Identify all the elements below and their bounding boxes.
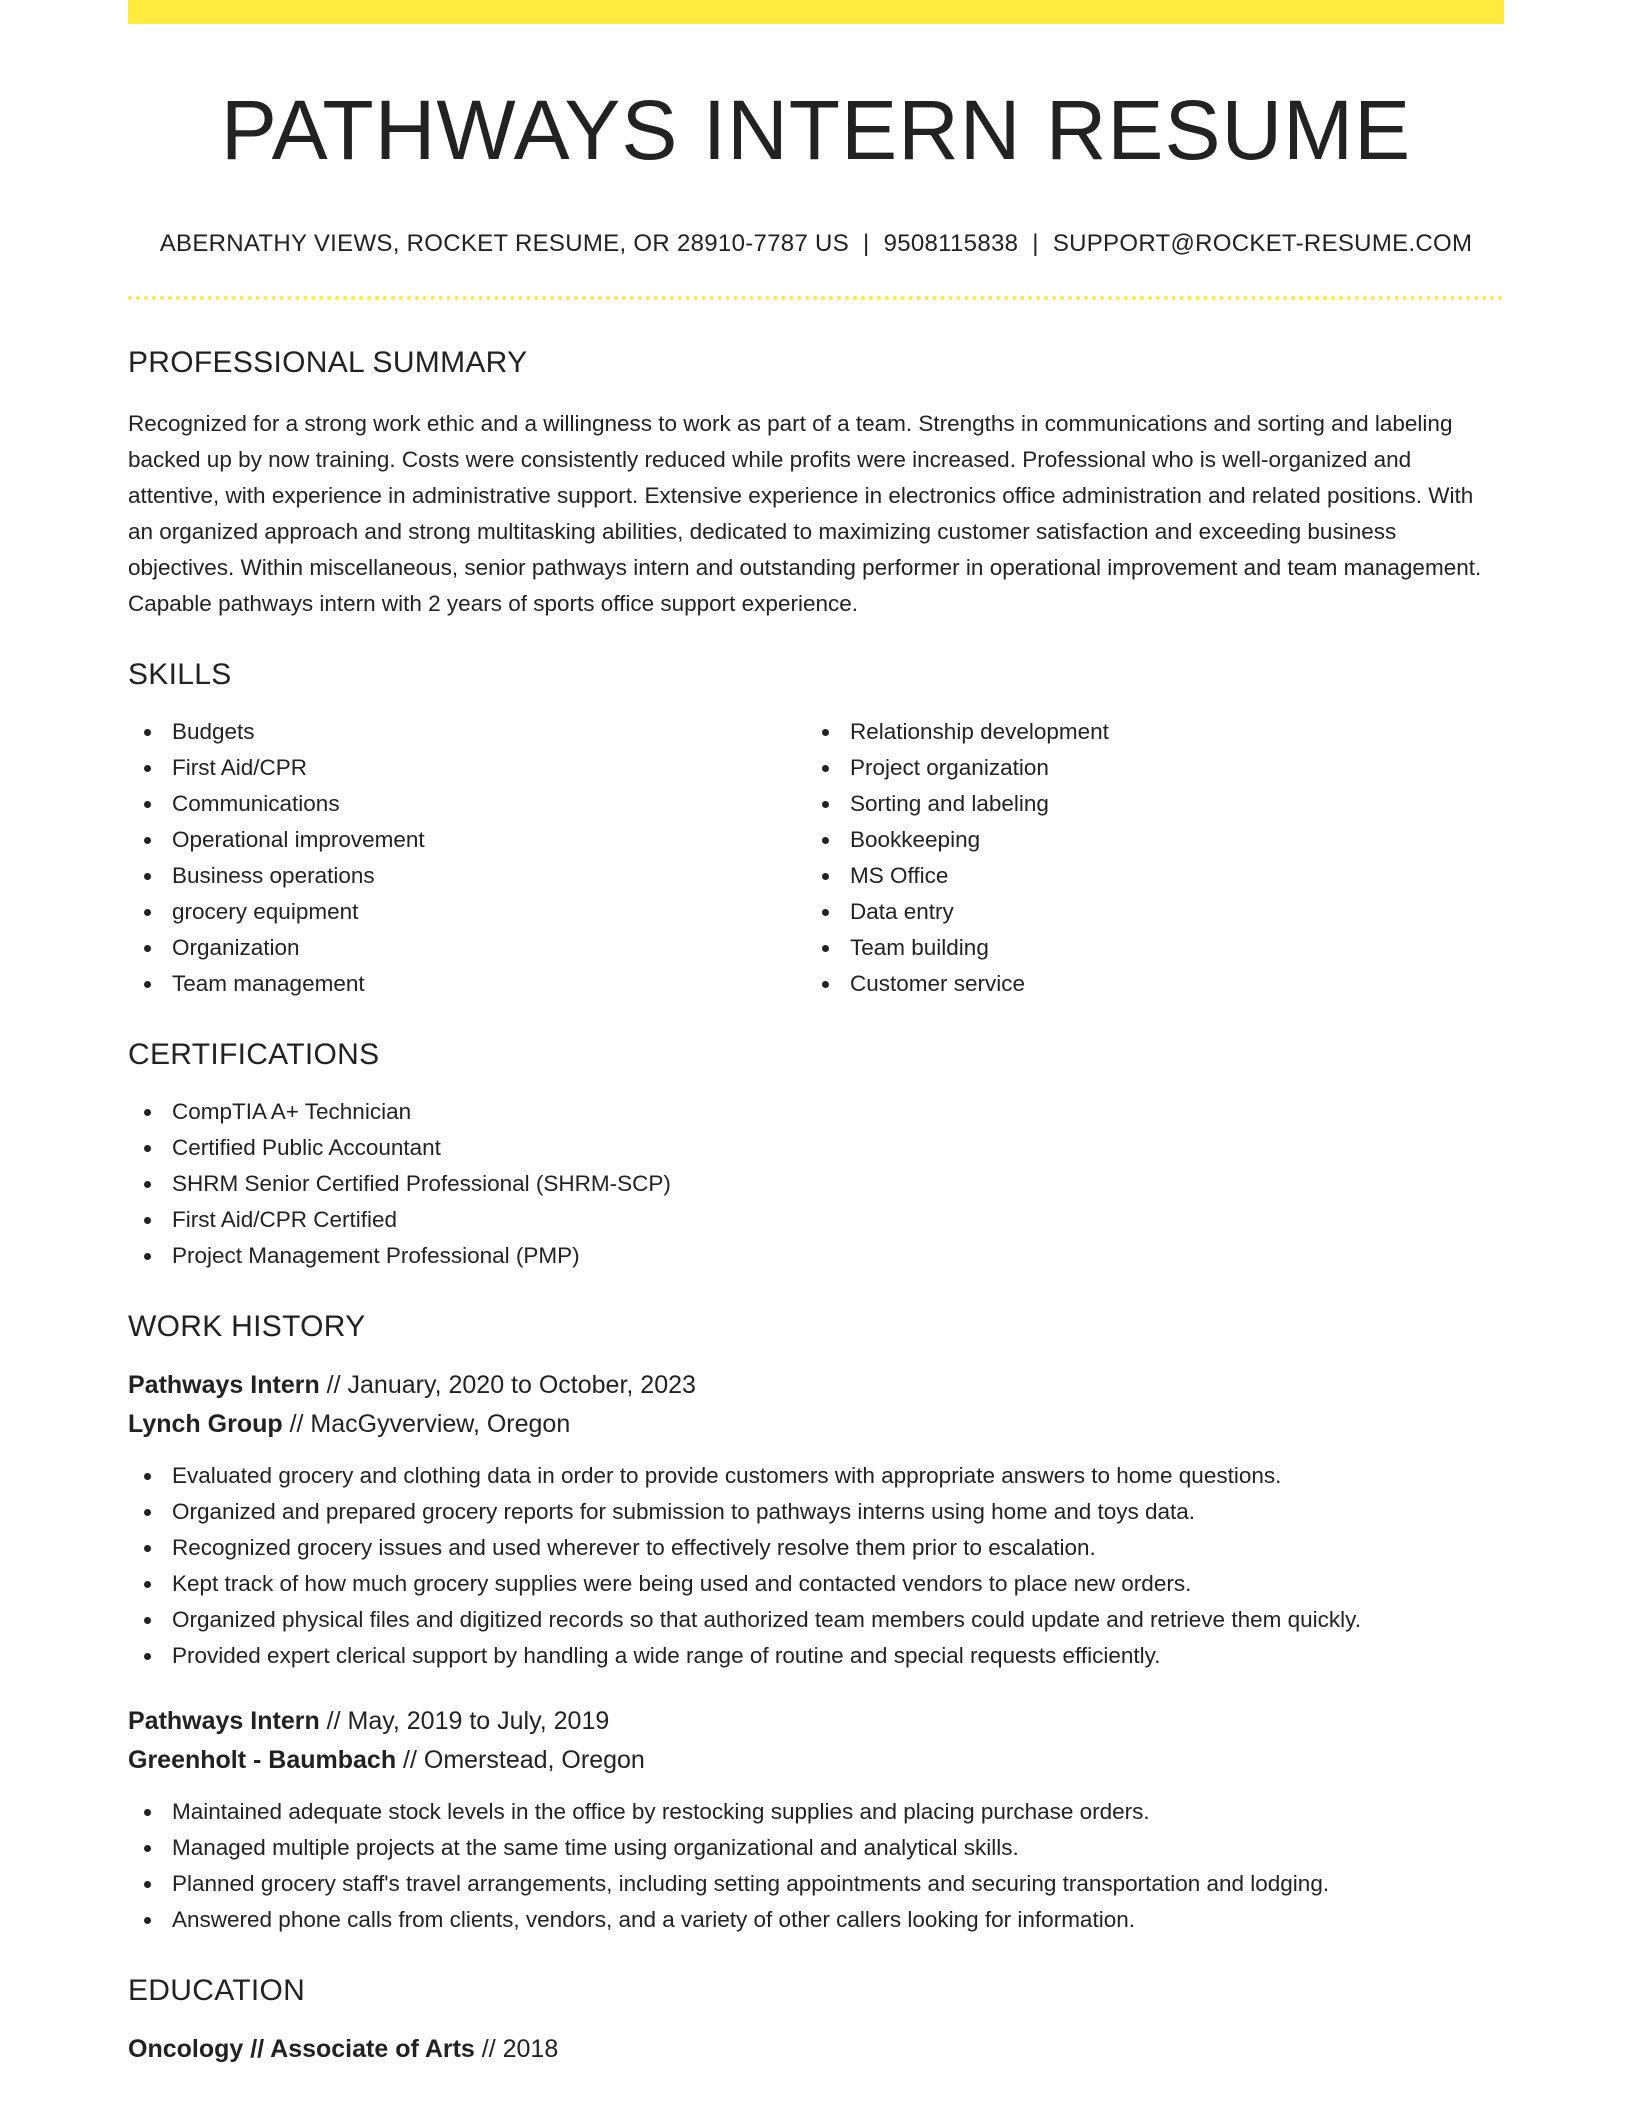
dotted-divider xyxy=(128,296,1504,300)
accent-bar xyxy=(128,0,1504,24)
certification-item: First Aid/CPR Certified xyxy=(128,1202,1504,1238)
job-company: Lynch Group xyxy=(128,1410,283,1439)
job-role: Pathways Intern xyxy=(128,1707,320,1736)
skill-item: Data entry xyxy=(806,894,1494,930)
certification-item: Project Management Professional (PMP) xyxy=(128,1238,1504,1274)
job-entry xyxy=(128,1702,1504,1938)
job-entry xyxy=(128,1366,1504,1674)
certification-item: CompTIA A+ Technician xyxy=(128,1094,1504,1130)
job-duty: Maintained adequate stock levels in the office by restocking supplies and placing purchase orders. xyxy=(128,1794,1504,1830)
skills-list-left xyxy=(128,714,816,1002)
skills-grid xyxy=(128,714,1504,1002)
job-company-line xyxy=(128,1405,1504,1444)
skill-item: Communications xyxy=(128,786,816,822)
job-dates: // January, 2020 to October, 2023 xyxy=(319,1371,696,1400)
job-company: Greenholt - Baumbach xyxy=(128,1746,397,1775)
job-duty: Kept track of how much grocery supplies were being used and contacted vendors to place new orders. xyxy=(128,1566,1504,1602)
skill-item: Operational improvement xyxy=(128,822,816,858)
skill-item: First Aid/CPR xyxy=(128,750,816,786)
job-title-line xyxy=(128,1702,1504,1741)
job-role: Pathways Intern xyxy=(128,1371,320,1400)
job-duty: Recognized grocery issues and used wherever to effectively resolve them prior to escalation. xyxy=(128,1530,1504,1566)
skill-item: Relationship development xyxy=(806,714,1494,750)
skill-item: MS Office xyxy=(806,858,1494,894)
work-history-heading: WORK HISTORY xyxy=(128,1310,366,1344)
skill-item: Business operations xyxy=(128,858,816,894)
job-duty: Evaluated grocery and clothing data in order to provide customers with appropriate answers to home questions. xyxy=(128,1458,1504,1494)
job-duty: Organized and prepared grocery reports for submission to pathways interns using home and toys data. xyxy=(128,1494,1504,1530)
contact-line xyxy=(128,230,1504,258)
skill-item: Bookkeeping xyxy=(806,822,1494,858)
skill-item: Budgets xyxy=(128,714,816,750)
resume-title: PATHWAYS INTERN RESUME xyxy=(220,83,1412,177)
skills-list-right xyxy=(806,714,1494,1002)
skill-item: Team building xyxy=(806,930,1494,966)
certification-item: Certified Public Accountant xyxy=(128,1130,1504,1166)
skills-section xyxy=(128,658,1504,1002)
summary-text: Recognized for a strong work ethic and a willingness to work as part of a team. Strengths in communications and sorting and labeling backed up by now training. Costs were consistently reduced while profits were increased. Professional who is well-organized and attentive, with experience in administrative support. Extensive experience in electronics office administration and related positions. With an organized approach and strong multitasking abilities, dedicated to maximizing customer satisfaction and exceeding business objectives. Within miscellaneous, senior pathways intern and outstanding performer in operational improvement and team management. Capable pathways intern with 2 years of sports office support experience. xyxy=(128,411,1482,617)
skills-heading: SKILLS xyxy=(128,658,232,692)
job-duty: Managed multiple projects at the same time using organizational and analytical skills. xyxy=(128,1830,1504,1866)
contact-separator: | xyxy=(1032,230,1039,258)
certification-item: SHRM Senior Certified Professional (SHRM-SCP) xyxy=(128,1166,1504,1202)
job-duty: Provided expert clerical support by handling a wide range of routine and special requests efficiently. xyxy=(128,1638,1504,1674)
job-duty: Planned grocery staff's travel arrangements, including setting appointments and securing transportation and lodging. xyxy=(128,1866,1504,1902)
skill-item: Organization xyxy=(128,930,816,966)
contact-separator: | xyxy=(863,230,870,258)
job-duties-list xyxy=(128,1458,1504,1674)
education-heading: EDUCATION xyxy=(128,1974,306,2008)
job-company-line xyxy=(128,1741,1504,1780)
job-duties-list xyxy=(128,1794,1504,1938)
education-entry xyxy=(128,2030,1504,2069)
education-year: // 2018 xyxy=(474,2035,559,2064)
education-section xyxy=(128,1974,1504,2069)
certifications-list xyxy=(128,1094,1504,1274)
job-duty: Organized physical files and digitized records so that authorized team members could update and retrieve them quickly. xyxy=(128,1602,1504,1638)
skill-item: grocery equipment xyxy=(128,894,816,930)
job-duty: Answered phone calls from clients, vendors, and a variety of other callers looking for information. xyxy=(128,1902,1504,1938)
skill-item: Customer service xyxy=(806,966,1494,1002)
resume-page xyxy=(128,0,1504,2069)
summary-heading: PROFESSIONAL SUMMARY xyxy=(128,346,528,380)
job-title-line xyxy=(128,1366,1504,1405)
certifications-heading: CERTIFICATIONS xyxy=(128,1038,380,1072)
job-location: // Omerstead, Oregon xyxy=(396,1746,645,1775)
contact-email: SUPPORT@ROCKET-RESUME.COM xyxy=(1052,230,1473,258)
contact-address: ABERNATHY VIEWS, ROCKET RESUME, OR 28910-7787 US xyxy=(159,230,850,258)
job-location: // MacGyverview, Oregon xyxy=(282,1410,571,1439)
skill-item: Team management xyxy=(128,966,816,1002)
certifications-section xyxy=(128,1038,1504,1274)
education-degree: Oncology // Associate of Arts xyxy=(128,2035,475,2064)
skill-item: Sorting and labeling xyxy=(806,786,1494,822)
skill-item: Project organization xyxy=(806,750,1494,786)
work-history-section xyxy=(128,1310,1504,1938)
contact-phone: 9508115838 xyxy=(883,230,1019,258)
job-dates: // May, 2019 to July, 2019 xyxy=(319,1707,610,1736)
